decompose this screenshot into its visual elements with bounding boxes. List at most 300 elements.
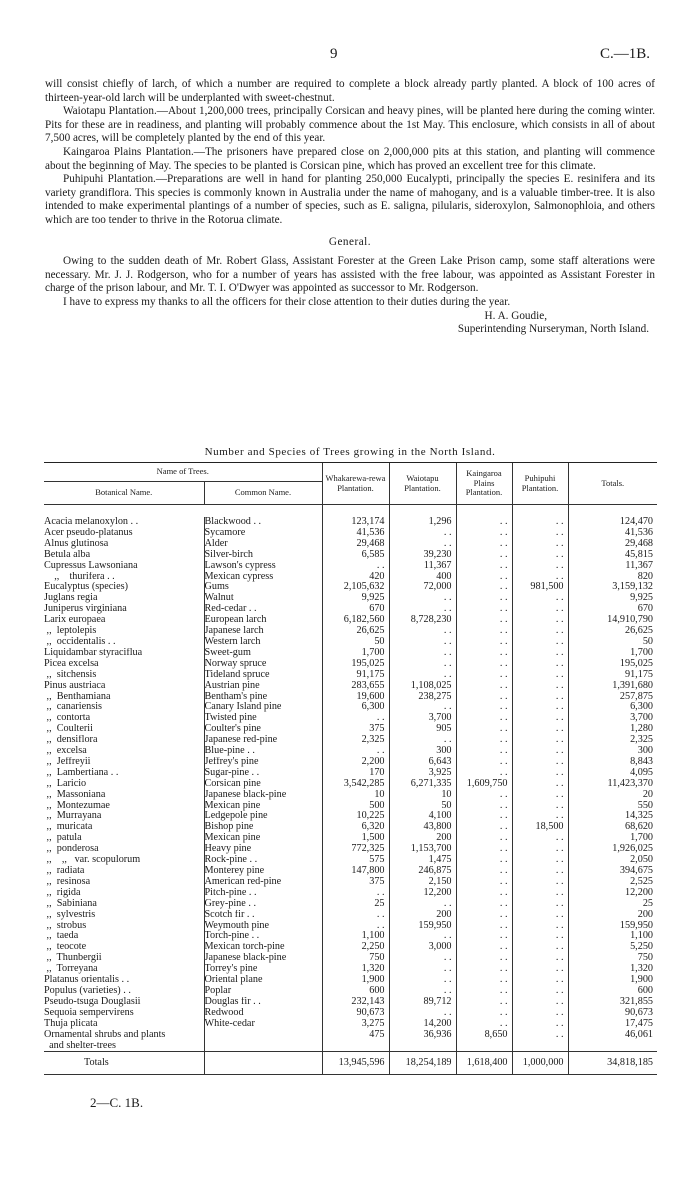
total-value: 14,910,790 [568,615,657,626]
waiotapu-value: 6,271,335 [389,779,456,790]
kaingaroa-value: . . [456,517,512,528]
botanical-name: Pinus austriaca [44,680,106,691]
table-row [44,517,657,528]
table-row [44,801,657,812]
common-name: Ledgepole pine [204,811,322,822]
puhipuhi-value: . . [512,975,568,986]
table-row [44,833,657,844]
waiotapu-value: . . [389,986,456,997]
botanical-name: and shelter-trees [44,1040,116,1051]
whakarewarewa-value: 123,174 [322,517,389,528]
kaingaroa-value: . . [456,833,512,844]
puhipuhi-value: . . [512,899,568,910]
total-value: 8,843 [568,757,657,768]
col-header-kaingaroa: Kaingaroa Plains Plantation. [456,463,512,505]
common-name: Jeffrey's pine [204,757,322,768]
common-name: Gums [204,582,322,593]
botanical-name: Liquidambar styraciflua [44,647,143,658]
common-name: Mexican cypress [204,572,322,583]
waiotapu-value: 12,200 [389,888,456,899]
waiotapu-value: 200 [389,910,456,921]
kaingaroa-value: . . [456,648,512,659]
table-row [44,855,657,866]
kaingaroa-value: . . [456,953,512,964]
waiotapu-value: 1,153,700 [389,844,456,855]
whakarewarewa-value: 147,800 [322,866,389,877]
kaingaroa-value: . . [456,811,512,822]
kaingaroa-value: . . [456,790,512,801]
puhipuhi-value: . . [512,735,568,746]
puhipuhi-value: . . [512,953,568,964]
total-value: 600 [568,986,657,997]
total-value: 1,700 [568,833,657,844]
tree-species-table [44,462,657,1075]
whakarewarewa-value: 575 [322,855,389,866]
puhipuhi-value: . . [512,768,568,779]
waiotapu-value: 246,875 [389,866,456,877]
waiotapu-value: 3,700 [389,713,456,724]
paragraph: Kaingaroa Plains Plantation.—The prisoners have prepared close on 2,000,000 pits at this station, and planting will commence about the beginning of May. The species to be planted is Corsican pine, which has proved an excellent tree for this climate. [45,145,655,172]
total-value: 1,320 [568,964,657,975]
puhipuhi-value: . . [512,517,568,528]
botanical-name: ,, rigida [44,887,81,898]
waiotapu-value: 1,296 [389,517,456,528]
waiotapu-value: 3,925 [389,768,456,779]
kaingaroa-value: . . [456,626,512,637]
total-value: 550 [568,801,657,812]
botanical-name: Platanus orientalis . . [44,975,130,986]
botanical-name: ,, contorta [44,713,91,724]
common-name: Bentham's pine [204,692,322,703]
puhipuhi-value: . . [512,626,568,637]
kaingaroa-value: . . [456,768,512,779]
table-row [44,724,657,735]
total-value: 670 [568,604,657,615]
table-row [44,550,657,561]
total-value: 11,367 [568,561,657,572]
table-row [44,986,657,997]
table-row [44,1008,657,1019]
common-name: Sugar-pine . . [204,768,322,779]
common-name: Japanese black-pine [204,790,322,801]
total-value: 25 [568,899,657,910]
common-name: Alder [204,539,322,550]
waiotapu-value: . . [389,953,456,964]
common-name: Tideland spruce [204,670,322,681]
whakarewarewa-value: 3,542,285 [322,779,389,790]
kaingaroa-value: . . [456,822,512,833]
total-value: 820 [568,572,657,583]
waiotapu-value: . . [389,626,456,637]
table-row [44,866,657,877]
kaingaroa-value: . . [456,844,512,855]
paragraph: I have to express my thanks to all the officers for their close attention to their duties during the year. [63,295,511,308]
waiotapu-value: 10 [389,790,456,801]
table-row [44,746,657,757]
waiotapu-value: 200 [389,833,456,844]
common-name: Twisted pine [204,713,322,724]
botanical-name: Cupressus Lawsoniana [44,560,138,571]
common-name: Mexican pine [204,801,322,812]
total-value: 91,175 [568,670,657,681]
botanical-name: ,, ,, var. scopulorum [44,855,141,866]
total-value: 14,325 [568,811,657,822]
whakarewarewa-value: 195,025 [322,659,389,670]
total-whakarewarewa: 13,945,596 [322,1052,389,1075]
waiotapu-value: 1,108,025 [389,681,456,692]
waiotapu-value: 2,150 [389,877,456,888]
waiotapu-value: . . [389,964,456,975]
whakarewarewa-value: 2,325 [322,735,389,746]
botanical-name: ,, taeda [44,931,79,942]
waiotapu-value: 89,712 [389,997,456,1008]
whakarewarewa-value: . . [322,561,389,572]
waiotapu-value: 905 [389,724,456,735]
table-row [44,670,657,681]
botanical-name: ,, Thunbergii [44,953,102,964]
waiotapu-value: 400 [389,572,456,583]
total-value: 1,100 [568,931,657,942]
whakarewarewa-value: 91,175 [322,670,389,681]
table-title: Number and Species of Trees growing in the North Island. [204,446,496,458]
puhipuhi-value: 18,500 [512,822,568,833]
puhipuhi-value: . . [512,615,568,626]
kaingaroa-value: 8,650 [456,1030,512,1041]
total-value: 1,391,680 [568,681,657,692]
waiotapu-value: . . [389,702,456,713]
section-heading: General. [328,235,372,248]
botanical-name: Populus (varieties) . . [44,985,131,996]
waiotapu-value: . . [389,931,456,942]
total-waiotapu: 18,254,189 [389,1052,456,1075]
table-row [44,964,657,975]
table-row [44,822,657,833]
common-name: American red-pine [204,877,322,888]
common-name: Grey-pine . . [204,899,322,910]
grand-total: 34,818,185 [568,1052,657,1075]
whakarewarewa-value: 2,200 [322,757,389,768]
puhipuhi-value: . . [512,746,568,757]
table-row [44,615,657,626]
puhipuhi-value [512,1041,568,1052]
whakarewarewa-value: 29,468 [322,539,389,550]
kaingaroa-value: . . [456,986,512,997]
kaingaroa-value: . . [456,604,512,615]
puhipuhi-value: . . [512,702,568,713]
kaingaroa-value: . . [456,942,512,953]
kaingaroa-value: . . [456,681,512,692]
waiotapu-value: . . [389,539,456,550]
puhipuhi-value: . . [512,833,568,844]
whakarewarewa-value: 25 [322,899,389,910]
total-value: 1,900 [568,975,657,986]
paragraph: will consist chiefly of larch, of which a number are required to complete a block already partly planted. A block of 100 acres of thirteen-year-old larch will be underplanted with sweet-chestnut. [45,78,655,104]
total-value: 750 [568,953,657,964]
whakarewarewa-value: 500 [322,801,389,812]
total-value: 3,159,132 [568,582,657,593]
total-value: 11,423,370 [568,779,657,790]
table-row [44,1041,657,1052]
puhipuhi-value: . . [512,648,568,659]
waiotapu-value: 36,936 [389,1030,456,1041]
total-value: 195,025 [568,659,657,670]
waiotapu-value: 11,367 [389,561,456,572]
waiotapu-value: . . [389,975,456,986]
common-name: Japanese larch [204,626,322,637]
total-value: 124,470 [568,517,657,528]
common-name: Oriental plane [204,975,322,986]
total-value: 2,050 [568,855,657,866]
kaingaroa-value: . . [456,724,512,735]
total-value: 321,855 [568,997,657,1008]
total-value: 2,325 [568,735,657,746]
common-name [204,1041,322,1052]
whakarewarewa-value: 772,325 [322,844,389,855]
kaingaroa-value: . . [456,615,512,626]
table-row [44,1019,657,1030]
botanical-name: Ornamental shrubs and plants [44,1029,166,1040]
total-value: 41,536 [568,528,657,539]
puhipuhi-value: . . [512,779,568,790]
total-value: 9,925 [568,593,657,604]
table-row [44,811,657,822]
whakarewarewa-value: 90,673 [322,1008,389,1019]
botanical-name: ,, Lambertiana . . [44,767,119,778]
table-row [44,692,657,703]
table-row [44,997,657,1008]
botanical-name: Acacia melanoxylon . . [44,517,139,527]
common-name: Douglas fir . . [204,997,322,1008]
whakarewarewa-value: 9,925 [322,593,389,604]
kaingaroa-value: . . [456,877,512,888]
waiotapu-value: 238,275 [389,692,456,703]
kaingaroa-value: . . [456,899,512,910]
common-name: Lawson's cypress [204,561,322,572]
total-value [568,1041,657,1052]
col-header-whakarewarewa: Whakarewa-rewa Plantation. [322,463,389,505]
total-value: 1,926,025 [568,844,657,855]
botanical-name: Alnus glutinosa [44,538,109,549]
kaingaroa-value: . . [456,1008,512,1019]
kaingaroa-value: . . [456,593,512,604]
waiotapu-value: 72,000 [389,582,456,593]
totals-label: Totals [44,1052,204,1075]
botanical-name: Sequoia sempervirens [44,1007,134,1018]
total-value: 68,620 [568,822,657,833]
common-name: Rock-pine . . [204,855,322,866]
whakarewarewa-value: 50 [322,637,389,648]
table-row [44,582,657,593]
whakarewarewa-value: 475 [322,1030,389,1041]
table-row [44,953,657,964]
total-value: 2,525 [568,877,657,888]
whakarewarewa-value: 2,250 [322,942,389,953]
col-header-common: Common Name. [204,482,322,505]
kaingaroa-value: . . [456,866,512,877]
whakarewarewa-value: . . [322,713,389,724]
whakarewarewa-value: 6,320 [322,822,389,833]
total-value: 26,625 [568,626,657,637]
signature-name: H. A. Goudie, [484,309,547,322]
totals-row [44,1052,657,1075]
puhipuhi-value: . . [512,811,568,822]
table-row [44,757,657,768]
common-name: Scotch fir . . [204,910,322,921]
botanical-name: ,, Jeffreyii [44,756,91,767]
puhipuhi-value: . . [512,866,568,877]
table-row [44,604,657,615]
botanical-name: ,, ponderosa [44,844,99,855]
common-name: Silver-birch [204,550,322,561]
total-value: 12,200 [568,888,657,899]
puhipuhi-value: . . [512,550,568,561]
waiotapu-value: 8,728,230 [389,615,456,626]
botanical-name: Juglans regia [44,593,98,604]
common-name: Coulter's pine [204,724,322,735]
whakarewarewa-value: . . [322,746,389,757]
table-row [44,975,657,986]
table-row [44,921,657,932]
botanical-name: Thuja plicata [44,1018,98,1029]
puhipuhi-value: . . [512,986,568,997]
botanical-name: ,, sylvestris [44,909,96,920]
waiotapu-value: 300 [389,746,456,757]
puhipuhi-value: . . [512,910,568,921]
table-row [44,1030,657,1041]
waiotapu-value: 50 [389,801,456,812]
kaingaroa-value [456,1041,512,1052]
botanical-name: ,, sitchensis [44,669,97,680]
puhipuhi-value: 981,500 [512,582,568,593]
common-name: Mexican pine [204,833,322,844]
common-name: Canary Island pine [204,702,322,713]
total-puhipuhi: 1,000,000 [512,1052,568,1075]
whakarewarewa-value [322,1041,389,1052]
puhipuhi-value: . . [512,964,568,975]
puhipuhi-value: . . [512,888,568,899]
waiotapu-value: 3,000 [389,942,456,953]
puhipuhi-value: . . [512,801,568,812]
botanical-name: Eucalyptus (species) [44,582,129,593]
botanical-name: ,, patula [44,833,82,844]
kaingaroa-value: . . [456,561,512,572]
puhipuhi-value: . . [512,659,568,670]
whakarewarewa-value: 1,320 [322,964,389,975]
puhipuhi-value: . . [512,997,568,1008]
puhipuhi-value: . . [512,681,568,692]
waiotapu-value: 159,950 [389,921,456,932]
whakarewarewa-value: 26,625 [322,626,389,637]
waiotapu-value: . . [389,604,456,615]
whakarewarewa-value: 670 [322,604,389,615]
table-row [44,572,657,583]
puhipuhi-value: . . [512,1030,568,1041]
kaingaroa-value: . . [456,964,512,975]
common-name: Austrian pine [204,681,322,692]
botanical-name: ,, strobus [44,920,87,931]
botanical-name: Acer pseudo-platanus [44,527,133,538]
botanical-name: ,, excelsa [44,746,87,757]
common-name: European larch [204,615,322,626]
botanical-name: ,, resinosa [44,876,91,887]
whakarewarewa-value: 170 [322,768,389,779]
paragraph: Puhipuhi Plantation.—Preparations are well in hand for planting 250,000 Eucalypti, principally the species E. resinifera and its variety grandiflora. This species is commonly known in Australia under the name of mahogany, and is a valuable timber-tree. It is also intended to make experimental plantings of a number of species, such as E. saligna, pilularis, sideroxylon, Salmonophloia, and others which are too tender to thrive in the Rotorua climate. [45,173,655,226]
kaingaroa-value: . . [456,921,512,932]
total-value: 3,700 [568,713,657,724]
botanical-name: Betula alba [44,549,91,560]
puhipuhi-value: . . [512,931,568,942]
table-row [44,910,657,921]
kaingaroa-value: . . [456,550,512,561]
whakarewarewa-value: 19,600 [322,692,389,703]
botanical-name: ,, radiata [44,866,85,876]
common-name: Japanese black-pine [204,953,322,964]
kaingaroa-value: . . [456,757,512,768]
puhipuhi-value: . . [512,561,568,572]
botanical-name: ,, teocote [44,942,87,953]
total-value: 300 [568,746,657,757]
whakarewarewa-value: 10,225 [322,811,389,822]
botanical-name: ,, Laricio [44,778,87,789]
col-header-waiotapu: Waiotapu Plantation. [389,463,456,505]
body-text [45,78,655,337]
botanical-name: ,, Coulterii [44,724,93,735]
whakarewarewa-value: 283,655 [322,681,389,692]
table-row [44,768,657,779]
botanical-name: ,, occidentalis . . [44,636,116,647]
common-name: Torch-pine . . [204,931,322,942]
puhipuhi-value: . . [512,539,568,550]
botanical-name: ,, Torreyana [44,964,98,975]
kaingaroa-value: . . [456,997,512,1008]
total-value: 6,300 [568,702,657,713]
botanical-name: ,, muricata [44,822,93,833]
table-row [44,626,657,637]
kaingaroa-value: . . [456,670,512,681]
waiotapu-value: 6,643 [389,757,456,768]
total-value: 5,250 [568,942,657,953]
common-name: Red-cedar . . [204,604,322,615]
total-value: 394,675 [568,866,657,877]
whakarewarewa-value: 10 [322,790,389,801]
total-value: 45,815 [568,550,657,561]
table-row [44,681,657,692]
whakarewarewa-value: 600 [322,986,389,997]
whakarewarewa-value: . . [322,888,389,899]
puhipuhi-value: . . [512,637,568,648]
table-row [44,713,657,724]
whakarewarewa-value: 3,275 [322,1019,389,1030]
waiotapu-value: . . [389,670,456,681]
table-row [44,637,657,648]
common-name: Weymouth pine [204,921,322,932]
waiotapu-value: 1,475 [389,855,456,866]
whakarewarewa-value: . . [322,921,389,932]
puhipuhi-value: . . [512,572,568,583]
puhipuhi-value: . . [512,724,568,735]
table-row [44,877,657,888]
botanical-name: Larix europaea [44,615,106,626]
kaingaroa-value: . . [456,1019,512,1030]
waiotapu-value: 4,100 [389,811,456,822]
total-value: 1,700 [568,648,657,659]
whakarewarewa-value: 6,585 [322,550,389,561]
waiotapu-value: 43,800 [389,822,456,833]
kaingaroa-value: . . [456,528,512,539]
kaingaroa-value: . . [456,659,512,670]
paragraph: Waiotapu Plantation.—About 1,200,000 trees, principally Corsican and heavy pines, will be planted here during the coming winter. Pits for these are in readiness, and planting will probably commence about the 1st May. This enclosure, which consists in all of about 7,500 acres, will be completely planted by the end of this year. [45,105,655,145]
botanical-name: Picea excelsa [44,658,99,669]
